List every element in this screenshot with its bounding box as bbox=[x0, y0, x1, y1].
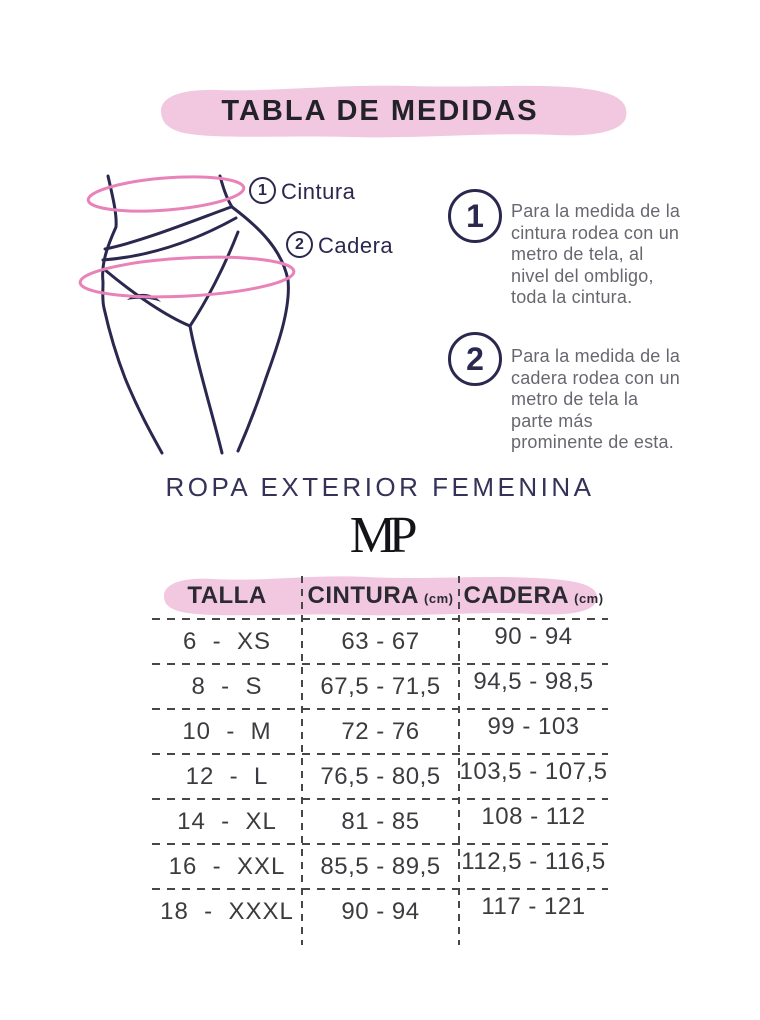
instruction-2-circle bbox=[448, 332, 502, 386]
cell-cadera: 108 - 112 bbox=[481, 802, 586, 830]
table-row bbox=[152, 709, 608, 754]
cell-talla: 16 - XXL bbox=[168, 852, 286, 880]
row-divider bbox=[152, 618, 608, 620]
callout-1-number: 1 bbox=[258, 181, 267, 199]
cell-cadera: 112,5 - 116,5 bbox=[461, 847, 606, 875]
instruction-1-text: Para la medida de la cintura rodea con un metro de tela, al nivel del ombligo, toda la cintura. bbox=[511, 201, 681, 307]
panty-right-strap bbox=[190, 232, 238, 326]
cell-cintura: 72 - 76 bbox=[341, 717, 420, 745]
cell-talla: 6 - XS bbox=[182, 627, 272, 655]
row-divider bbox=[152, 888, 608, 890]
cell-cintura: 76,5 - 80,5 bbox=[320, 762, 441, 790]
table-row bbox=[152, 754, 608, 799]
right-body-outline bbox=[232, 207, 288, 451]
instruction-2-number: 2 bbox=[466, 340, 484, 377]
instruction-1-circle bbox=[448, 189, 502, 243]
cell-cadera: 103,5 - 107,5 bbox=[459, 757, 608, 785]
cell-talla: 8 - S bbox=[191, 672, 263, 700]
column-header-cintura-unit: (cm) bbox=[424, 591, 454, 606]
size-table bbox=[152, 572, 608, 952]
cell-talla: 14 - XL bbox=[177, 807, 277, 835]
inner-leg-line bbox=[190, 326, 222, 453]
cell-cintura: 67,5 - 71,5 bbox=[320, 672, 441, 700]
cell-talla: 12 - L bbox=[185, 762, 269, 790]
table-header-row bbox=[152, 572, 608, 619]
column-header-cadera-unit: (cm) bbox=[574, 591, 604, 606]
table-row bbox=[152, 664, 608, 709]
row-divider bbox=[152, 798, 608, 800]
table-row bbox=[152, 619, 608, 664]
column-header-talla-label: TALLA bbox=[187, 581, 267, 609]
column-divider bbox=[458, 576, 460, 945]
callout-2-circle bbox=[286, 231, 313, 258]
callout-1-circle bbox=[249, 177, 276, 204]
column-header-cadera bbox=[459, 572, 608, 619]
cell-cadera: 99 - 103 bbox=[487, 712, 580, 740]
page-title: TABLA DE MEDIDAS bbox=[221, 94, 539, 127]
cell-cadera: 94,5 - 98,5 bbox=[473, 667, 594, 695]
brand-logo: MP bbox=[349, 507, 411, 564]
cell-talla: 10 - M bbox=[182, 717, 272, 745]
instruction-2-text: Para la medida de la cadera rodea con un metro de tela la parte más prominente de esta. bbox=[511, 346, 681, 452]
cell-cadera: 117 - 121 bbox=[481, 892, 586, 920]
panty-waistband-2 bbox=[103, 218, 236, 260]
callout-1-label: Cintura bbox=[281, 179, 356, 204]
table-row bbox=[152, 799, 608, 844]
row-divider bbox=[152, 753, 608, 755]
instruction-1-number: 1 bbox=[466, 197, 484, 234]
cell-cintura: 90 - 94 bbox=[341, 897, 420, 925]
column-header-cintura-label: CINTURA bbox=[307, 581, 420, 609]
cell-cintura: 81 - 85 bbox=[341, 807, 420, 835]
table-row bbox=[152, 844, 608, 889]
left-body-outline bbox=[103, 176, 162, 453]
table-body bbox=[152, 619, 608, 934]
cell-cintura: 63 - 67 bbox=[341, 627, 420, 655]
cell-talla: 18 - XXXL bbox=[160, 897, 294, 925]
callout-2-number: 2 bbox=[295, 235, 304, 253]
row-divider bbox=[152, 843, 608, 845]
row-divider bbox=[152, 708, 608, 710]
column-header-cintura bbox=[302, 572, 459, 619]
table-row bbox=[152, 889, 608, 934]
row-divider bbox=[152, 663, 608, 665]
callout-2-label: Cadera bbox=[318, 233, 394, 258]
column-divider bbox=[301, 576, 303, 945]
panty-waistband-1 bbox=[105, 207, 231, 249]
column-header-talla bbox=[152, 572, 302, 619]
section-title: ROPA EXTERIOR FEMENINA bbox=[165, 472, 595, 502]
page-title-band bbox=[125, 80, 635, 142]
cell-cadera: 90 - 94 bbox=[494, 622, 573, 650]
column-header-cadera-label: CADERA bbox=[463, 581, 570, 609]
cell-cintura: 85,5 - 89,5 bbox=[320, 852, 441, 880]
